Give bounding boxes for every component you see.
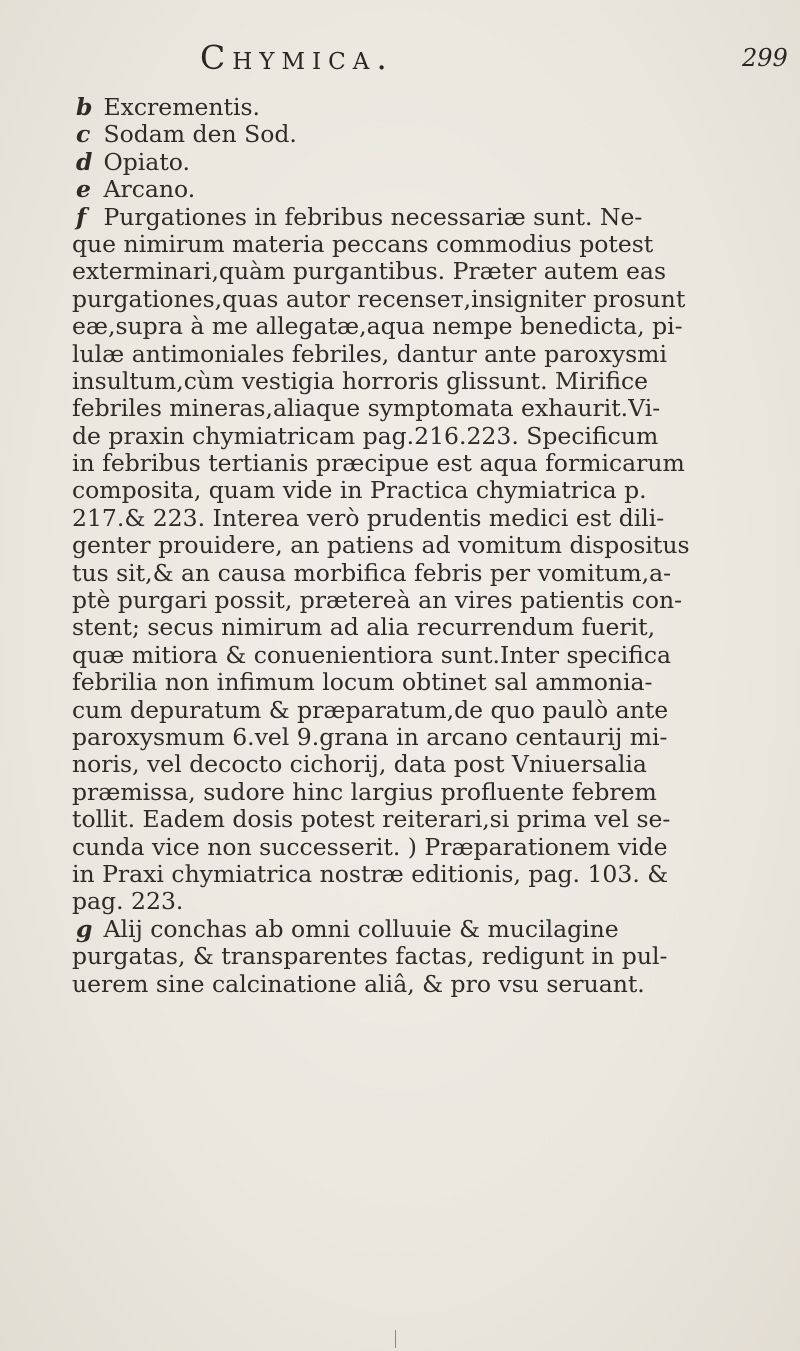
paragraph-f-line: stent; secus nimirum ad alia recurrendum fuerit, — [72, 613, 656, 642]
page-crease-mark — [395, 1330, 402, 1348]
paragraph-f-line: composita, quam vide in Practica chymiatrica p. — [72, 476, 647, 505]
note-letter: c — [76, 120, 91, 149]
note-letter: f — [76, 202, 87, 231]
note-c — [72, 121, 792, 148]
paragraph-g-line — [72, 916, 792, 943]
paragraph-f-line: præmissa, sudore hinc largius profluente febrem — [72, 777, 657, 806]
note-d — [72, 149, 792, 176]
paragraph-f-line: cum depuratum & præparatum,de quo paulò ante — [72, 695, 669, 724]
note-text: Opiato. — [103, 147, 190, 176]
note-text: Arcano. — [103, 175, 196, 204]
paragraph-f-line: tollit. Eadem dosis potest reiterari,si prima vel se- — [72, 805, 671, 834]
note-letter: b — [76, 93, 93, 121]
paragraph-f-line: purgationes,quas autor recensет,insigniter prosunt — [72, 284, 686, 313]
paragraph-f-line: febrilia non infimum locum obtinet sal ammonia- — [72, 668, 653, 697]
paragraph-f-line: que nimirum materia peccans commodius potest — [72, 229, 654, 258]
note-text: Sodam den Sod. — [103, 120, 297, 149]
paragraph-f-line: febriles mineras,aliaque symptomata exhaurit.Vi- — [72, 394, 661, 423]
paragraph-f-line: ptè purgari possit, prætereà an vires patientis con- — [72, 586, 683, 615]
paragraph-f-line: genter prouidere, an patiens ad vomitum dispositus — [72, 531, 690, 560]
paragraph-f-line: tus sit,& an causa morbifica febris per vomitum,a- — [72, 558, 672, 587]
line-text: Alij conchas ab omni colluuie & mucilagine — [103, 914, 619, 943]
paragraph-f-line: 217.& 223. Interea verò prudentis medici est dili- — [72, 503, 665, 532]
paragraph-f-line: de praxin chymiatricam pag.216.223. Specificum — [72, 421, 659, 450]
paragraph-f-line: in febribus tertianis præcipue est aqua formicarum — [72, 449, 685, 478]
paragraph-f-line: quæ mitiora & conuenientiora sunt.Inter specifica — [72, 640, 671, 669]
paragraph-g-line: purgatas, & transparentes factas, redigunt in pul- — [72, 942, 668, 971]
paragraph-f-line: noris, vel decocto cichorij, data post Vniuersalia — [72, 750, 647, 779]
paragraph-f-line: eæ,supra à me allegatæ,aqua nempe benedicta, pi- — [72, 312, 683, 341]
paragraph-g-line: uerem sine calcinatione aliâ, & pro vsu seruant. — [72, 969, 645, 998]
note-letter: d — [76, 147, 93, 176]
note-letter: e — [76, 175, 91, 204]
line-text: Purgationes in febribus necessariæ sunt. Ne- — [103, 202, 643, 231]
paragraph-f-line — [72, 204, 792, 231]
note-e — [72, 176, 792, 203]
paragraph-f-line: pag. 223. — [72, 887, 184, 916]
paragraph-f-line: cunda vice non successerit. ) Præparationem vide — [72, 832, 668, 861]
paragraph-f-line: exterminari,quàm purgantibus. Præter autem eas — [72, 257, 667, 286]
note-b — [72, 94, 792, 121]
paragraph-f-line: insultum,cùm vestigia horroris glissunt. Mirifice — [72, 366, 649, 395]
paragraph-f-line: in Praxi chymiatrica nostræ editionis, pag. 103. & — [72, 859, 669, 888]
note-text: Excrementis. — [103, 93, 261, 121]
text-block — [72, 94, 792, 998]
paragraph-f-line: lulæ antimoniales febriles, dantur ante paroxysmi — [72, 339, 667, 368]
note-letter: g — [76, 914, 93, 943]
running-title: Chymica. — [200, 38, 394, 77]
page-number: 299 — [742, 44, 788, 72]
paragraph-f-line: paroxysmum 6.vel 9.grana in arcano centaurij mi- — [72, 722, 668, 751]
